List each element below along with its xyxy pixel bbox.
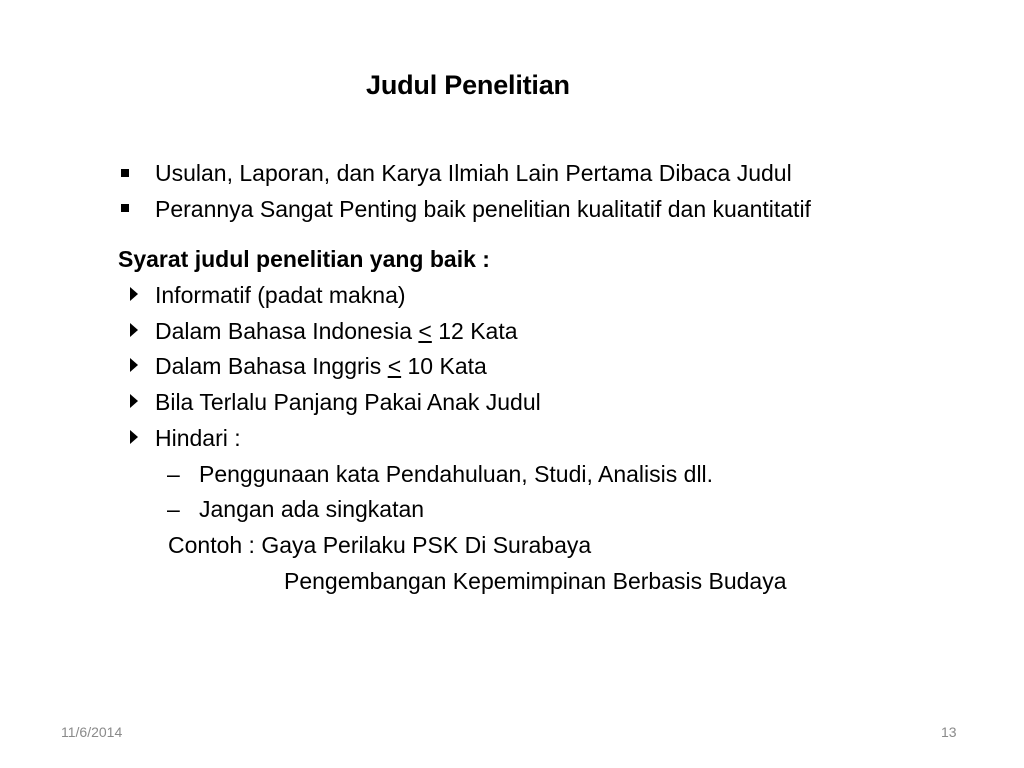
less-or-equal-symbol: <	[387, 353, 402, 379]
slide-title: Judul Penelitian	[366, 70, 570, 100]
avoid-item-2: Jangan ada singkatan	[199, 496, 425, 522]
criteria-item-4: Bila Terlalu Panjang Pakai Anak Judul	[155, 389, 541, 415]
criteria-item-2	[155, 316, 518, 346]
triangle-bullet-icon	[130, 394, 138, 408]
dash-bullet: –	[167, 496, 180, 522]
criteria-item-2-text: Dalam Bahasa Indonesia	[155, 318, 419, 344]
footer-date: 11/6/2014	[61, 724, 123, 740]
criteria-item-5: Hindari :	[155, 425, 241, 451]
footer-page-number: 13	[941, 724, 957, 740]
criteria-item-1: Informatif (padat makna)	[155, 282, 406, 308]
avoid-item-1: Penggunaan kata Pendahuluan, Studi, Analisis dll.	[199, 461, 714, 487]
square-bullet-icon	[121, 204, 129, 212]
criteria-item-2-count: 12 Kata	[431, 318, 518, 344]
triangle-bullet-icon	[130, 430, 138, 444]
dash-bullet: –	[167, 461, 180, 487]
bullet-item-2: Perannya Sangat Penting baik penelitian kualitatif dan kuantitatif	[155, 196, 811, 222]
square-bullet-icon	[121, 169, 129, 177]
triangle-bullet-icon	[130, 287, 138, 301]
bullet-item-1: Usulan, Laporan, dan Karya Ilmiah Lain Pertama Dibaca Judul	[155, 160, 792, 186]
criteria-item-3	[155, 351, 487, 381]
criteria-item-3-text: Dalam Bahasa Inggris	[155, 353, 388, 379]
triangle-bullet-icon	[130, 323, 138, 337]
less-or-equal-symbol: <	[418, 318, 432, 344]
criteria-item-3-count: 10 Kata	[401, 353, 487, 379]
example-line-1: Contoh : Gaya Perilaku PSK Di Surabaya	[168, 532, 592, 558]
triangle-bullet-icon	[130, 358, 138, 372]
example-line-2: Pengembangan Kepemimpinan Berbasis Budaya	[284, 568, 787, 594]
subheading: Syarat judul penelitian yang baik :	[118, 246, 490, 272]
